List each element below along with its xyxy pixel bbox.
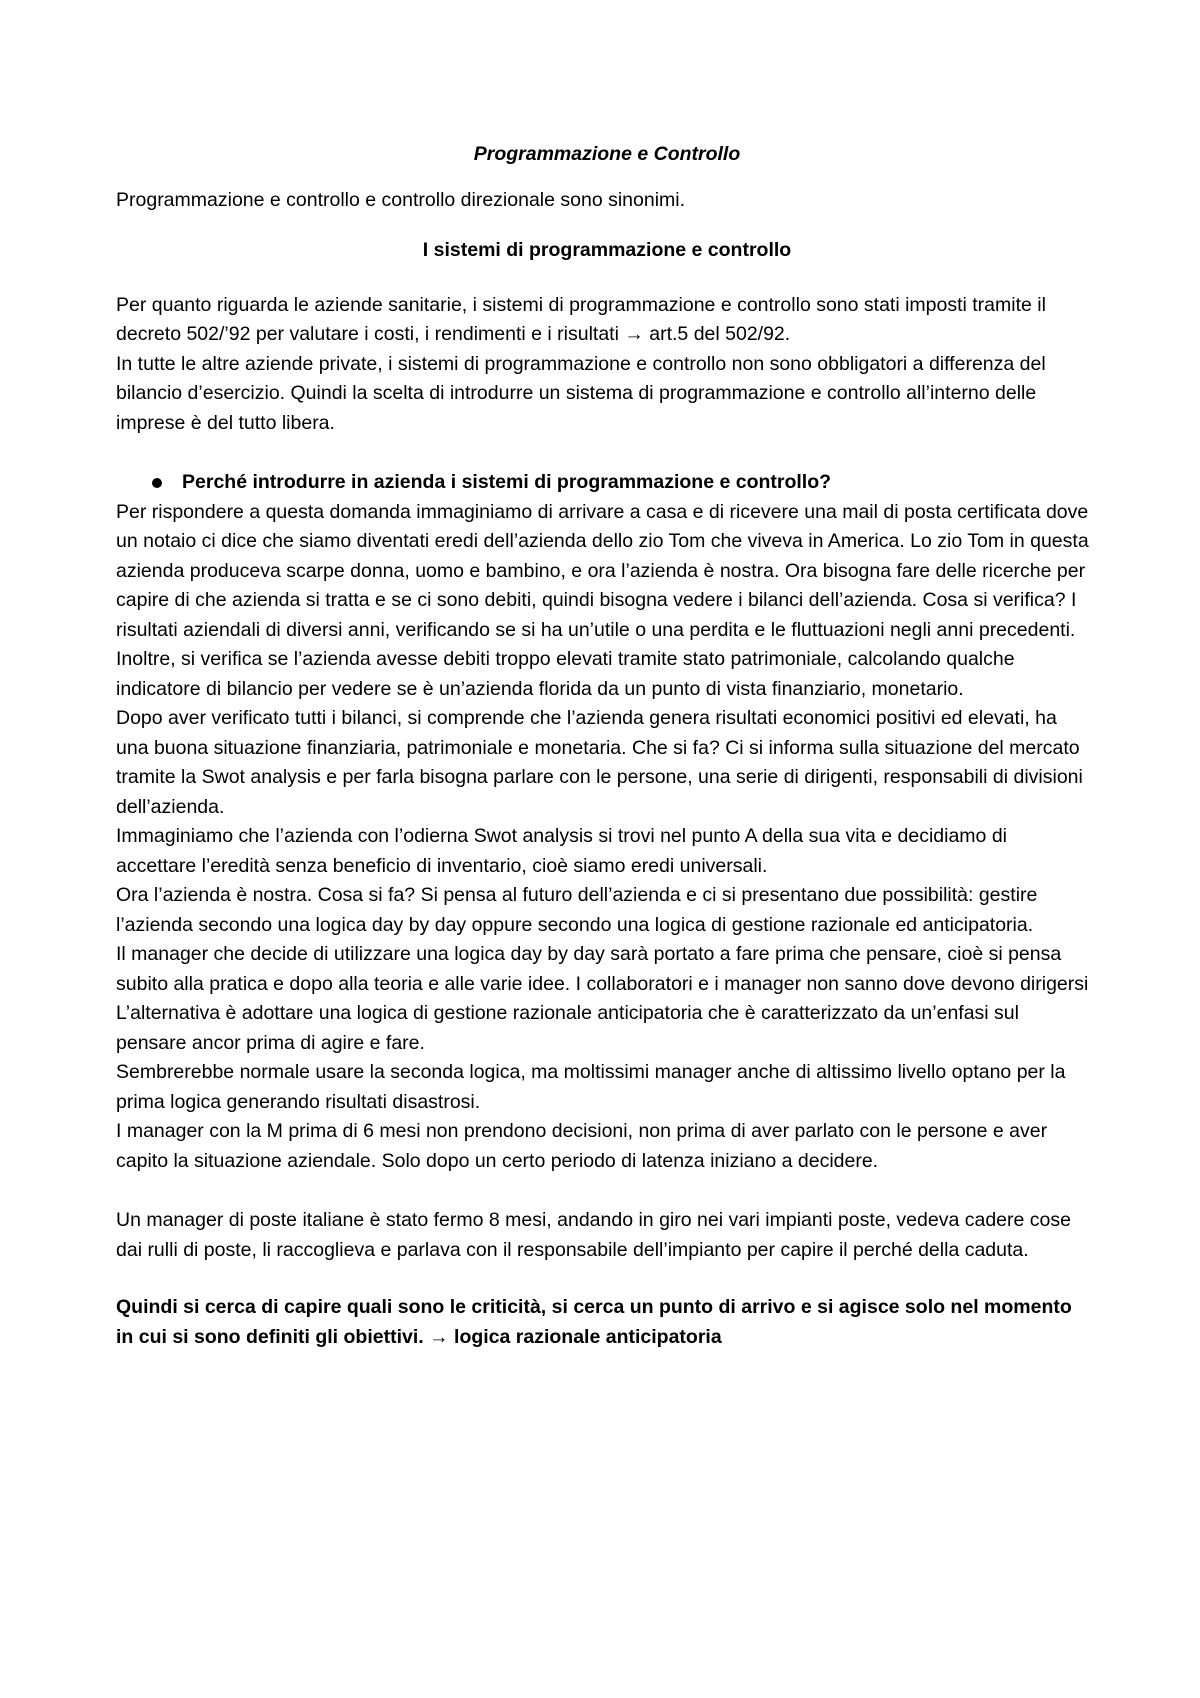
intro-paragraph: Programmazione e controllo e controllo direzionale sono sinonimi. — [116, 188, 686, 211]
bullet-question-text: Perché introdurre in azienda i sistemi di programmazione e controllo? — [182, 471, 832, 493]
paragraph-due-possibilita: Ora l’azienda è nostra. Cosa si fa? Si pensa al futuro dell’azienda e ci si presentano due possibilità: gestire l’azienda secondo una logica day by day oppure secondo una logica di gestione razionale ed anticipatoria. — [116, 884, 1038, 936]
paragraph-manager-m: I manager con la M prima di 6 mesi non prendono decisioni, non prima di aver parlato con le persone e aver capito la situazione aziendale. Solo dopo un certo periodo di latenza iniziano a decidere. — [116, 1120, 1048, 1172]
conclusion-text-end: logica razionale anticipatoria — [448, 1325, 722, 1348]
arrow-right-icon: → — [624, 323, 644, 345]
document-title: Programmazione e Controllo — [473, 143, 741, 165]
paragraph-swot-analysis: Dopo aver verificato tutti i bilanci, si comprende che l’azienda genera risultati economici positivi ed elevati, ha una buona situazione finanziaria, patrimoniale e monetaria. Che si fa? Ci si informa sulla situazione del mercato tramite la Swot analysis e per farla bisogna parlare con le persone, una serie di dirigenti, responsabili di divisioni dell’azienda. — [116, 707, 1083, 818]
paragraph-seconda-logica: Sembrerebbe normale usare la seconda logica, ma moltissimi manager anche di altissimo livello optano per la prima logica generando risultati disastrosi. — [116, 1061, 1066, 1113]
paragraph-zio-tom: Per rispondere a questa domanda immaginiamo di arrivare a casa e di ricevere una mail di posta certificata dove un notaio ci dice che siamo diventati eredi dell’azienda dello zio Tom che viveva in America. Lo zio Tom in questa azienda produceva scarpe donna, uomo e bambino, e ora l’azienda è nostra. Ora bisogna fare delle ricerche per capire di che azienda si tratta e se ci sono debiti, quindi bisogna vedere i bilanci dell’azienda. Cosa si verifica? I risultati aziendali di diversi anni, verificando se si ha un’utile o una perdita e le fluttuazioni negli anni precedenti. — [116, 500, 1089, 641]
section-heading: I sistemi di programmazione e controllo — [422, 239, 792, 261]
paragraph-conclusione — [116, 1293, 1090, 1352]
paragraph-day-by-day: Il manager che decide di utilizzare una logica day by day sarà portato a fare prima che pensare, cioè si pensa subito alla pratica e dopo alla teoria e alle varie idee. I collaboratori e i manager non sanno dove devono dirigersi — [116, 943, 1089, 995]
paragraph-text: art.5 del 502/92. — [643, 323, 791, 345]
bullet-question — [116, 468, 1090, 498]
paragraph-aziende-sanitarie — [116, 291, 1090, 350]
conclusion-text: Quindi si cerca di capire quali sono le criticità, si cerca un punto di arrivo e si agisce solo nel momento in cui si sono definiti gli obiettivi. — [116, 1296, 1072, 1348]
paragraph-alternativa: L’alternativa è adottare una logica di gestione razionale anticipatoria che è caratterizzato da un’enfasi sul pensare ancor prima di agire e fare. — [116, 1002, 1019, 1054]
arrow-right-icon: → — [429, 1325, 449, 1348]
paragraph-punto-a: Immaginiamo che l’azienda con l’odierna Swot analysis si trovi nel punto A della sua vita e decidiamo di accettare l’eredità senza beneficio di inventario, cioè siamo eredi universali. — [116, 825, 1007, 877]
bullet-icon — [152, 478, 162, 488]
paragraph-aziende-private: In tutte le altre aziende private, i sistemi di programmazione e controllo non sono obbligatori a differenza del bilancio d’esercizio. Quindi la scelta di introdurre un sistema di programmazione e controllo all’interno delle imprese è del tutto libera. — [116, 352, 1046, 434]
paragraph-text: Per quanto riguarda le aziende sanitarie, i sistemi di programmazione e controllo sono stati imposti tramite il decreto 502/’92 per valutare i costi, i rendimenti e i risultati — [116, 293, 1046, 345]
paragraph-stato-patrimoniale: Inoltre, si verifica se l’azienda avesse debiti troppo elevati tramite stato patrimoniale, calcolando qualche indicatore di bilancio per vedere se è un’azienda florida da un punto di vista finanziario, monetario. — [116, 648, 1015, 700]
paragraph-poste-italiane: Un manager di poste italiane è stato fermo 8 mesi, andando in giro nei vari impianti poste, vedeva cadere cose dai rulli di poste, li raccoglieva e parlava con il responsabile dell’impianto per capire il perché della caduta. — [116, 1209, 1071, 1261]
